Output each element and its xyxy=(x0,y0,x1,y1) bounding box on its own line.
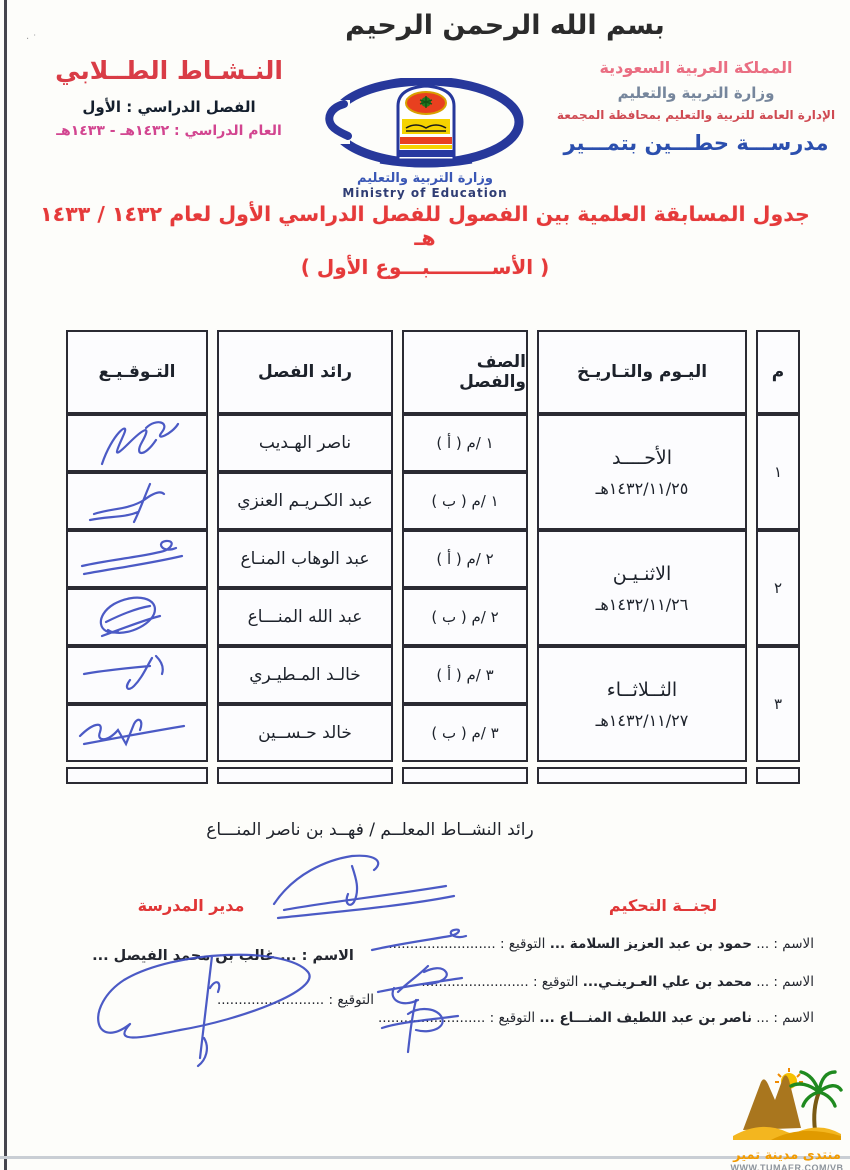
col-header-class: الصف والفصل xyxy=(402,330,528,414)
jury-member-name: حمود بن عبد العزيز السلامة ... xyxy=(549,936,752,952)
table-bottom-strip xyxy=(217,767,393,784)
header-right-block xyxy=(545,58,847,155)
dotted-line: ......................... xyxy=(378,1010,486,1026)
class-cell: ٢ /م ( أ ) xyxy=(402,530,528,588)
serial-cell: ١ xyxy=(756,414,800,530)
table-bottom-strip xyxy=(402,767,528,784)
scan-edge-bottom xyxy=(0,1156,850,1159)
day-date: ١٤٣٢/١١/٢٦هـ xyxy=(595,594,689,614)
signature-cell xyxy=(66,530,208,588)
leader-cell: عبد الكـريـم العنزي xyxy=(217,472,393,530)
col-header-day-date: اليـوم والتـاريـخ xyxy=(537,330,747,414)
class-cell: ١ /م ( ب ) xyxy=(402,472,528,530)
signature-cell xyxy=(66,704,208,762)
signature-label: التوقيع : xyxy=(495,936,546,952)
ministry-label: وزارة التربية والتعليم xyxy=(617,84,775,102)
jury-committee-title: لجنــة التحكيم xyxy=(608,896,718,915)
col-header-serial: م xyxy=(756,330,800,414)
day-date-cell xyxy=(537,646,747,762)
tumaer-forum-logo xyxy=(731,1066,843,1148)
bismillah-calligraphy: بسم الله الرحمن الرحيم xyxy=(345,10,665,41)
signature-cell xyxy=(66,588,208,646)
leader-cell: ناصر الهـديب xyxy=(217,414,393,472)
signature-ink xyxy=(72,416,202,470)
header-left-block xyxy=(34,56,304,139)
col-header-leader: رائد الفصل xyxy=(217,330,393,414)
class-cell: ٣ /م ( ب ) xyxy=(402,704,528,762)
name-label: الاسم : ... xyxy=(280,948,354,964)
jury-member-name: ناصر بن عبد اللطيف المنـــاع ... xyxy=(539,1010,752,1026)
academic-year-label: العام الدراسي : ١٤٣٢هـ - ١٤٣٣هـ xyxy=(56,123,282,139)
administration-label: الإدارة العامة للتربية والتعليم بمحافظة المجمعة xyxy=(556,108,836,122)
signature-ink xyxy=(72,590,202,644)
document-title: جدول المسابقة العلمية بين الفصول للفصل الدراسي الأول لعام ١٤٣٢ / ١٤٣٣ هـ xyxy=(40,202,810,250)
day-date-cell xyxy=(537,530,747,646)
leader-cell: خالـد المـطيـري xyxy=(217,646,393,704)
day-name: الاثنـيـن xyxy=(612,562,672,585)
jury-row xyxy=(366,974,814,996)
table-bottom-strip xyxy=(756,767,800,784)
signature-ink xyxy=(72,532,202,586)
signature-label: التوقيع : xyxy=(528,974,579,990)
name-label: الاسم : ... xyxy=(756,1010,814,1026)
table-bottom-strip xyxy=(66,767,208,784)
leader-cell: خالد حـســين xyxy=(217,704,393,762)
school-name: مدرســـة حطـــين بتمـــير xyxy=(563,131,829,155)
serial-cell: ٢ xyxy=(756,530,800,646)
name-label: الاسم : ... xyxy=(756,936,814,952)
class-cell: ٢ /م ( ب ) xyxy=(402,588,528,646)
serial-cell: ٣ xyxy=(756,646,800,762)
logo-caption-arabic: وزارة التربية والتعليم xyxy=(357,171,493,186)
ministry-logo-block xyxy=(316,78,534,200)
signature-cell xyxy=(66,646,208,704)
signature-cell xyxy=(66,472,208,530)
signature-cell xyxy=(66,414,208,472)
name-label: الاسم : ... xyxy=(756,974,814,990)
principal-signature-ink xyxy=(60,928,360,1088)
watermark-url: WWW.TUMAER.COM/VB xyxy=(730,1163,844,1170)
semester-label: الفصل الدراسي : الأول xyxy=(82,98,256,116)
week-subtitle: ( الأســـــــــبـــوع الأول ) xyxy=(300,255,550,279)
dotted-line: ......................... xyxy=(388,936,496,952)
day-date-cell xyxy=(537,414,747,530)
signature-ink xyxy=(72,474,202,528)
col-header-signature: التـوقـيـع xyxy=(66,330,208,414)
signature-label: التوقيع : xyxy=(324,992,374,1008)
class-cell: ٣ /م ( أ ) xyxy=(402,646,528,704)
day-date: ١٤٣٢/١١/٢٧هـ xyxy=(595,710,689,730)
jury-row xyxy=(366,936,814,958)
watermark-forum-name: منتدى مدينة تمير xyxy=(733,1148,841,1163)
signature-ink xyxy=(72,648,202,702)
dotted-line: ......................... xyxy=(216,992,325,1008)
scan-specks: ·˙ xyxy=(26,34,41,45)
signature-label: التوقيع : xyxy=(485,1010,536,1026)
day-date: ١٤٣٢/١١/٢٥هـ xyxy=(595,478,689,498)
ministry-of-education-logo xyxy=(320,78,530,170)
jury-member-name: محمد بن علي العـرينـي... xyxy=(582,974,752,990)
student-activity-title: النـشـاط الطــلابي xyxy=(55,56,283,85)
table-bottom-strip xyxy=(537,767,747,784)
jury-signature-ink xyxy=(358,994,478,1060)
class-cell: ١ /م ( أ ) xyxy=(402,414,528,472)
day-name: الثــلاثــاء xyxy=(606,678,678,701)
dotted-line: ......................... xyxy=(421,974,529,990)
scan-edge-left xyxy=(4,0,7,1170)
watermark-block xyxy=(727,1066,847,1170)
leader-cell: عبد الله المنـــاع xyxy=(217,588,393,646)
leader-cell: عبد الوهاب المنـاع xyxy=(217,530,393,588)
jury-row xyxy=(366,1010,814,1032)
competition-schedule-table xyxy=(66,330,800,780)
principal-name: غالب بن محمد الفيصل ... xyxy=(92,948,275,964)
activity-leader-signature-ink xyxy=(250,846,470,926)
kingdom-label: المملكة العربية السعودية xyxy=(599,58,793,77)
logo-caption-english: Ministry of Education xyxy=(342,186,508,200)
activity-leader-line: رائد النشــاط المعلــم / فهــد بن ناصر المنـــاع xyxy=(206,820,534,840)
day-name: الأحــــد xyxy=(611,446,673,469)
principal-title: مدير المدرسة xyxy=(137,896,245,915)
signature-ink xyxy=(72,706,202,760)
